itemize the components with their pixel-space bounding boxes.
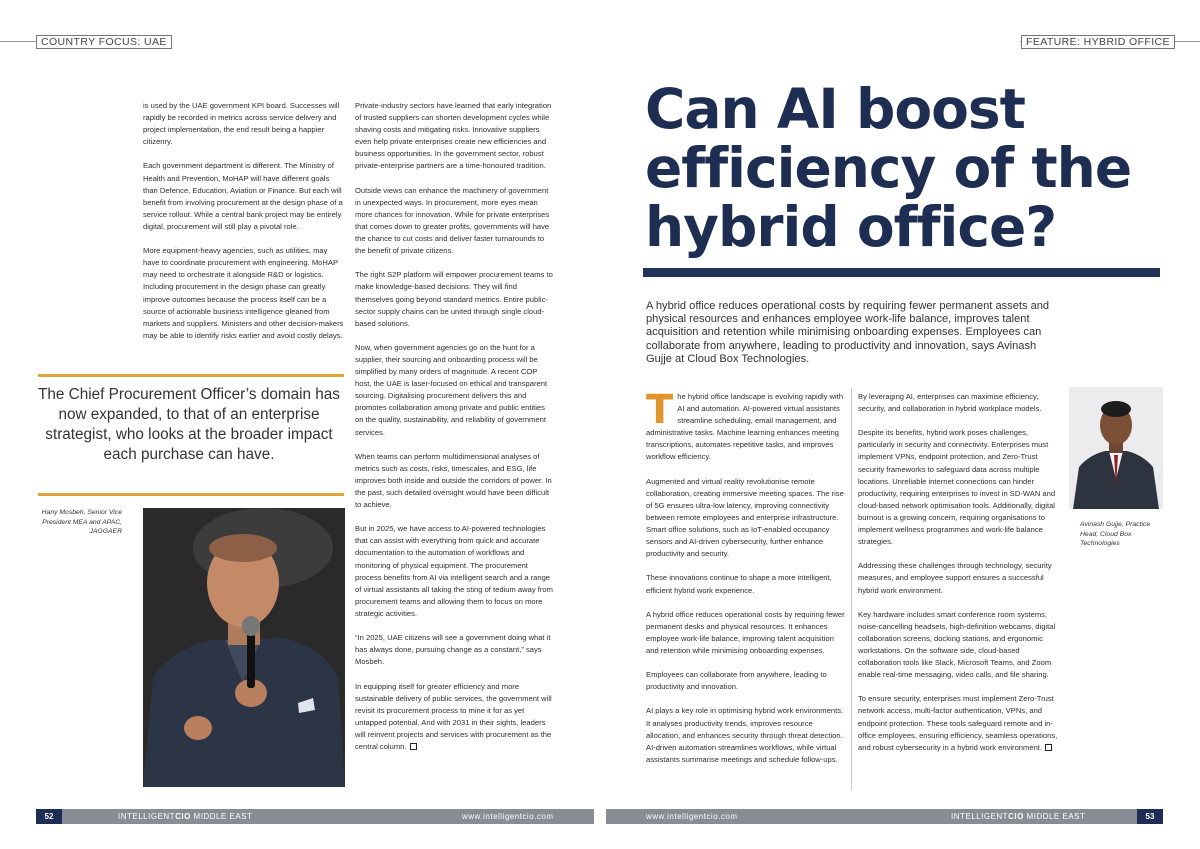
photo-caption-mosbeh: Hany Mosbeh, Senior Vice President MEA and APAC, JAGGAER: [41, 509, 122, 536]
body-paragraph: By leveraging AI, enterprises can maximise efficiency, security, and collaboration in hybrid workplace models.: [858, 392, 1042, 414]
drop-cap: T: [646, 387, 674, 433]
brand-prefix: INTELLIGENT: [118, 812, 176, 821]
body-paragraph: Now, when government agencies go on the hunt for a supplier, their sourcing and onboarding process will be simplified by many orders of magnitude. A recent COP host, the UAE is laser-focused on ethical and transparent sourcing. Digitalising procurement delivers this and promotes collaboration among private and public entities on the quality, sustainability, and reliability of government services.: [355, 342, 548, 437]
body-paragraph: is used by the UAE government KPI board. Successes will rapidly be recorded in metrics across service delivery and project implementation, the end result being a happier citizenry.: [143, 101, 340, 147]
body-paragraph: More equipment-heavy agencies, such as utilities, may have to coordinate procurement with engineering. MoHAP may need to orchestrate it alongside R&D or logistics. Including procurement in the design phase can greatly improve outcomes because the process itself can be a source of actionable business intelligence gleaned from markets and suppliers. Ministers and other decision-makers may be able to identify risks earlier and avoid costly delays.: [143, 246, 344, 340]
brand-cio: CIO: [1008, 812, 1024, 821]
portrait-illustration: [1069, 387, 1163, 509]
body-paragraph: Outside views can enhance the machinery of government in unexpected ways. In procurement, more eyes mean more chances for innovation. While for private enterprises that comes down to greater profits, governments will have the chance to cut costs and deliver faster turnarounds to the benefit of private citizens.: [355, 185, 550, 256]
brand-suffix: MIDDLE EAST: [1023, 812, 1086, 821]
right-page-column-1: [646, 387, 846, 778]
body-paragraph: These innovations continue to shape a more intelligent, efficient hybrid work experience.: [646, 573, 832, 595]
final-paragraph-text: To ensure security, enterprises must implement Zero-Trust network access, multi-factor authentication, VPNs, and endpoint protection. These tools safeguard remote and in-office employees, ensuring efficiency, seamless operations, and robust cybersecurity in a hybrid work environment.: [858, 694, 1058, 752]
page-number-right: 53: [1137, 809, 1163, 824]
brand-suffix: MIDDLE EAST: [190, 812, 253, 821]
footer-url-right[interactable]: www.intelligentcio.com: [646, 812, 738, 821]
photo-avinash-gujje: [1069, 387, 1163, 509]
pull-quote-top-rule: [38, 374, 344, 377]
body-paragraph: A hybrid office reduces operational costs by requiring fewer permanent desks and physical resources. It enhances employee work-life balance, improving talent acquisition and retention while minimising onboarding expenses.: [646, 609, 845, 655]
body-paragraph-final: [858, 693, 1064, 753]
right-page-column-2: [858, 391, 1064, 766]
section-tag-feature: FEATURE: HYBRID OFFICE: [1021, 35, 1175, 49]
section-tag-country-focus: COUNTRY FOCUS: UAE: [36, 35, 172, 49]
article-standfirst: A hybrid office reduces operational costs by requiring fewer permanent assets and physical resources and enhances employee work-life balance, improves talent acquisition and retention while minimising onboarding expenses. Employees can collaborate from anywhere, leading to productivity and innovation, says Avinash Gujje at Cloud Box Technologies.: [646, 300, 1050, 365]
body-paragraph: Key hardware includes smart conference room systems, noise-cancelling headsets, high-definition webcams, digital collaboration screens, docking stations, and ergonomic workstations. On the software side, cloud-based collaboration tools like Slack, Microsoft Teams, and Zoom enable real-time messaging, video calls, and file sharing.: [858, 609, 1056, 680]
page-number-left: 52: [36, 809, 62, 824]
body-paragraph: Employees can collaborate from anywhere, leading to productivity and innovation.: [646, 670, 827, 692]
body-paragraph: Each government department is different. The Ministry of Health and Prevention, MoHAP will have different goals than Defence, Education, Aviation or Finance. But each will benefit from involving procurement at the design phase of a service rollout. While a central bank project may be entirely digital, procurement will still play a pivotal role.: [143, 161, 343, 231]
body-paragraph: Private-industry sectors have learned that early integration of trusted suppliers can shorten development cycles while shaving costs and mitigating risks. Innovative suppliers even help private enterprises create new efficiencies and business opportunities. In the government sector, robust private-enterprise partners are a time-honoured tradition.: [355, 101, 552, 171]
left-page-column-1: [143, 100, 346, 354]
body-paragraph: Despite its benefits, hybrid work poses challenges, particularly in security and connectivity. Enterprises must implement VPNs, endpoint protection, and Zero-Trust security frameworks to safeguard data across multiple locations. Unreliable internet connections can hinder productivity, requiring enterprises to invest in SD-WAN and cloud-based network optimisation tools. Additionally, digital burnout is a growing concern, requiring organisations to implement wellness programmes and work-life balance strategies.: [858, 428, 1056, 547]
left-page-column-2: [355, 100, 553, 765]
body-paragraph: Augmented and virtual reality revolutionise remote collaboration, creating immersive meeting spaces. The rise of 5G ensures ultra-low latency, improving connectivity between remote employees and enterprise infrastructure. Smart office solutions, such as IoT-enabled occupancy sensors and AI-driven cybersecurity, further enhance productivity and security.: [646, 476, 844, 559]
pull-quote: The Chief Procurement Officer’s domain has now expanded, to that of an enterprise strategist, who looks at the broader impact each purchase can have.: [38, 386, 340, 463]
opening-paragraph: [646, 387, 846, 464]
body-paragraph: AI plays a key role in optimising hybrid work environments. It analyses productivity trends, improves resource allocation, and enhances security through threat detection. AI-driven automation streamlines workflows, while virtual assistants summarise meetings and schedule follow-ups.: [646, 706, 844, 764]
body-paragraph: But in 2025, we have access to AI-powered technologies that can assist with everything from quick and accurate documentation to the automation of workflows and monitoring of physical equipment. The procurement process benefits from AI via intelligent search and a range of virtual assistants all taking the sting of tedium away from procurement teams and allowing them to focus on more strategic activities.: [355, 524, 553, 618]
photo-hany-mosbeh: [143, 508, 345, 787]
footer-brand-left: [118, 811, 252, 822]
footer-url-left[interactable]: www.intelligentcio.com: [462, 812, 554, 821]
end-mark-icon: [1045, 744, 1052, 751]
photo-caption-gujje: Avinash Gujje, Practice Head, Cloud Box Technologies: [1080, 521, 1151, 548]
portrait-illustration: [143, 508, 345, 787]
footer-brand-right: [951, 811, 1085, 822]
brand-cio: CIO: [175, 812, 191, 821]
body-paragraph: Addressing these challenges through technology, security measures, and employee support ensures a successful hybrid work environment.: [858, 561, 1052, 595]
end-mark-icon: [410, 743, 417, 750]
opening-paragraph-text: he hybrid office landscape is evolving rapidly with AI and automation. AI-powered virtual assistants streamline scheduling, email management, and administrative tasks. Machine learning enhances meeting transcriptions, automates repetitive tasks, and improves workflow efficiency.: [646, 392, 844, 462]
article-headline: Can AI boost efficiency of the hybrid office?: [645, 77, 1132, 259]
headline-underline-bar: [643, 268, 1160, 277]
brand-prefix: INTELLIGENT: [951, 812, 1009, 821]
body-paragraph: When teams can perform multidimensional analyses of metrics such as costs, risks, timescales, and ESG, life improves both inside and outside the corridors of power. In the past, such detailed oversight would have been difficult to achieve.: [355, 451, 552, 510]
body-paragraph: The right S2P platform will empower procurement teams to make knowledge-based decisions. They will find themselves going beyond standard metrics. Entire public-sector supply chains can be united through single cloud-based solutions.: [355, 270, 553, 328]
final-paragraph-text: In equipping itself for greater efficiency and more sustainable delivery of public services, the government will revisit its procurement process to mine it for as yet untapped potential. And with 2031 in their sights, leaders will reinvent projects and services with procurement as the central column.: [355, 681, 552, 751]
pull-quote-bottom-rule: [38, 493, 344, 496]
body-paragraph: “In 2025, UAE citizens will see a government doing what it has always done, pursuing change as a constant,” says Mosbeh.: [355, 633, 551, 667]
column-divider: [851, 388, 852, 790]
body-paragraph-final: [355, 681, 553, 754]
